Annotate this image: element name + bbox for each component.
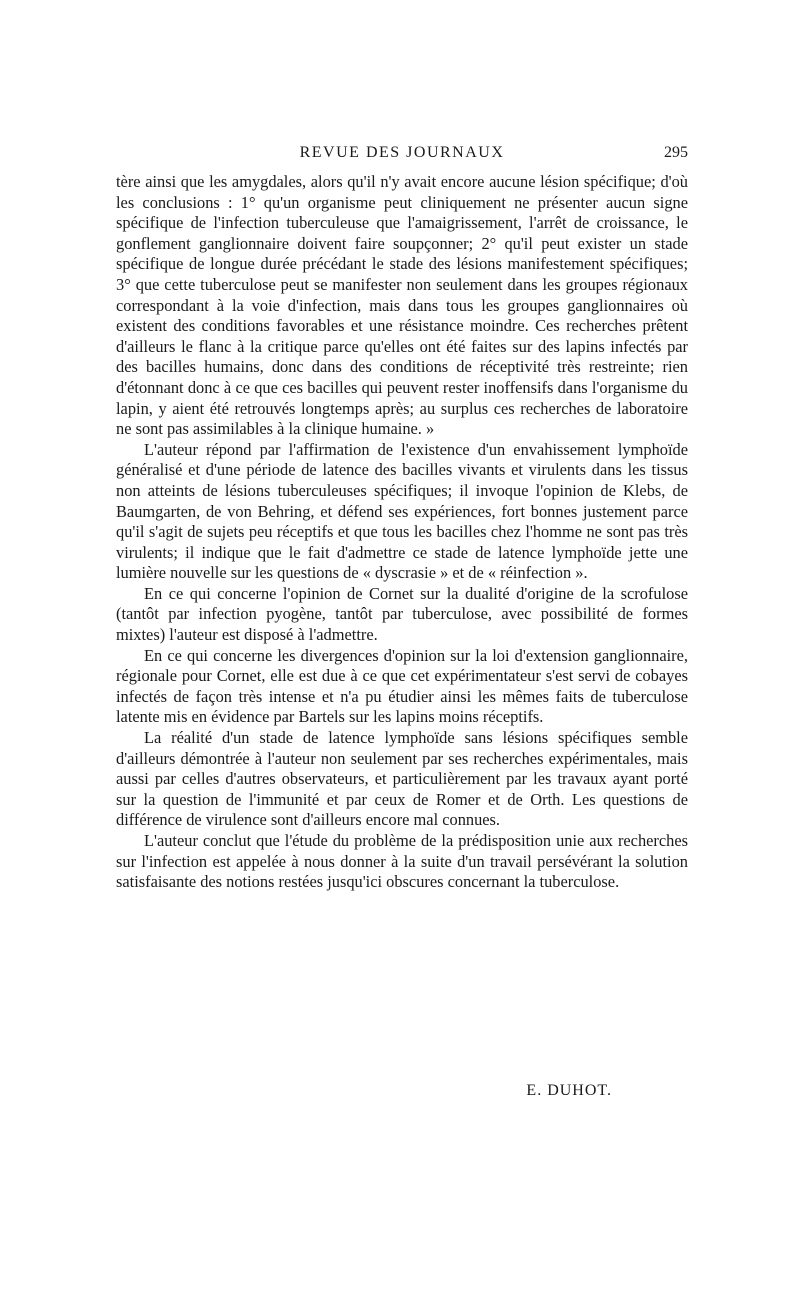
paragraph-6: L'auteur conclut que l'étude du problème de la prédisposition unie aux recherches sur l'infection est appelée à nous donner à la suite d'un travail persévérant la solution satisfaisante des notions restées jusqu'ici obscures concernant la tuberculose. bbox=[116, 831, 688, 892]
paragraph-4: En ce qui concerne les divergences d'opinion sur la loi d'extension ganglionnaire, régionale pour Cornet, elle est due à ce que cet expérimentateur s'est servi de cobayes infectés de façon très intense et n'a pu étudier ainsi les mêmes faits de tuberculose latente mis en évidence par Bartels sur les lapins moins réceptifs. bbox=[116, 645, 688, 727]
author-signature: E. DUHOT. bbox=[526, 1082, 612, 1099]
running-title: REVUE DES JOURNAUX bbox=[299, 144, 505, 161]
body-text bbox=[116, 172, 688, 893]
paragraph-1: tère ainsi que les amygdales, alors qu'il n'y avait encore aucune lésion spécifique; d'où les conclusions : 1° qu'un organisme peut cliniquement ne présenter aucun signe spécifique de l'infection tuberculeuse que l'amaigrissement, l'arrêt de croissance, le gonflement ganglionnaire doivent faire soupçonner; 2° qu'il peut exister un stade spécifique de longue durée précédant le stade des lésions manifestement spécifiques; 3° que cette tuberculose peut se manifester non seulement dans les groupes régionaux correspondant à la voie d'infection, mais dans tous les groupes ganglionnaires où existent des conditions favorables et une résistance moindre. Ces recherches prêtent d'ailleurs le flanc à la critique parce qu'elles ont été faites sur des lapins infectés par des bacilles humains, donc dans des conditions de réceptivité très restreinte; rien d'étonnant donc à ce que ces bacilles qui peuvent rester inoffensifs dans l'organisme du lapin, y aient été retrouvés longtemps après; au surplus ces recherches de laboratoire ne sont pas assimilables à la clinique humaine. » bbox=[116, 172, 688, 439]
paragraph-5: La réalité d'un stade de latence lymphoïde sans lésions spécifiques semble d'ailleurs démontrée à l'auteur non seulement par ses recherches expérimentales, mais aussi par celles d'autres observateurs, et particulièrement par les travaux ayant porté sur la question de l'immunité et par ceux de Romer et de Orth. Les questions de différence de virulence sont d'ailleurs encore mal connues. bbox=[116, 728, 688, 830]
running-head bbox=[116, 141, 688, 165]
page-number: 295 bbox=[664, 144, 688, 161]
paragraph-2: L'auteur répond par l'affirmation de l'existence d'un envahissement lymphoïde généralisé et d'une période de latence des bacilles vivants et virulents dans les tissus non atteints de lésions tuberculeuses spécifiques; il invoque l'opinion de Klebs, de Baumgarten, de von Behring, et défend ses expériences, fort bonnes justement parce qu'il s'agit de sujets peu réceptifs et que tous les bacilles chez l'homme ne sont pas très virulents; il indique que le fait d'admettre ce stade de latence lymphoïde jette une lumière nouvelle sur les questions de « dyscrasie » et de « réinfection ». bbox=[116, 439, 688, 583]
paragraph-3: En ce qui concerne l'opinion de Cornet sur la dualité d'origine de la scrofulose (tantôt par infection pyogène, tantôt par tuberculose, avec possibilité de formes mixtes) l'auteur est disposé à l'admettre. bbox=[116, 583, 688, 645]
